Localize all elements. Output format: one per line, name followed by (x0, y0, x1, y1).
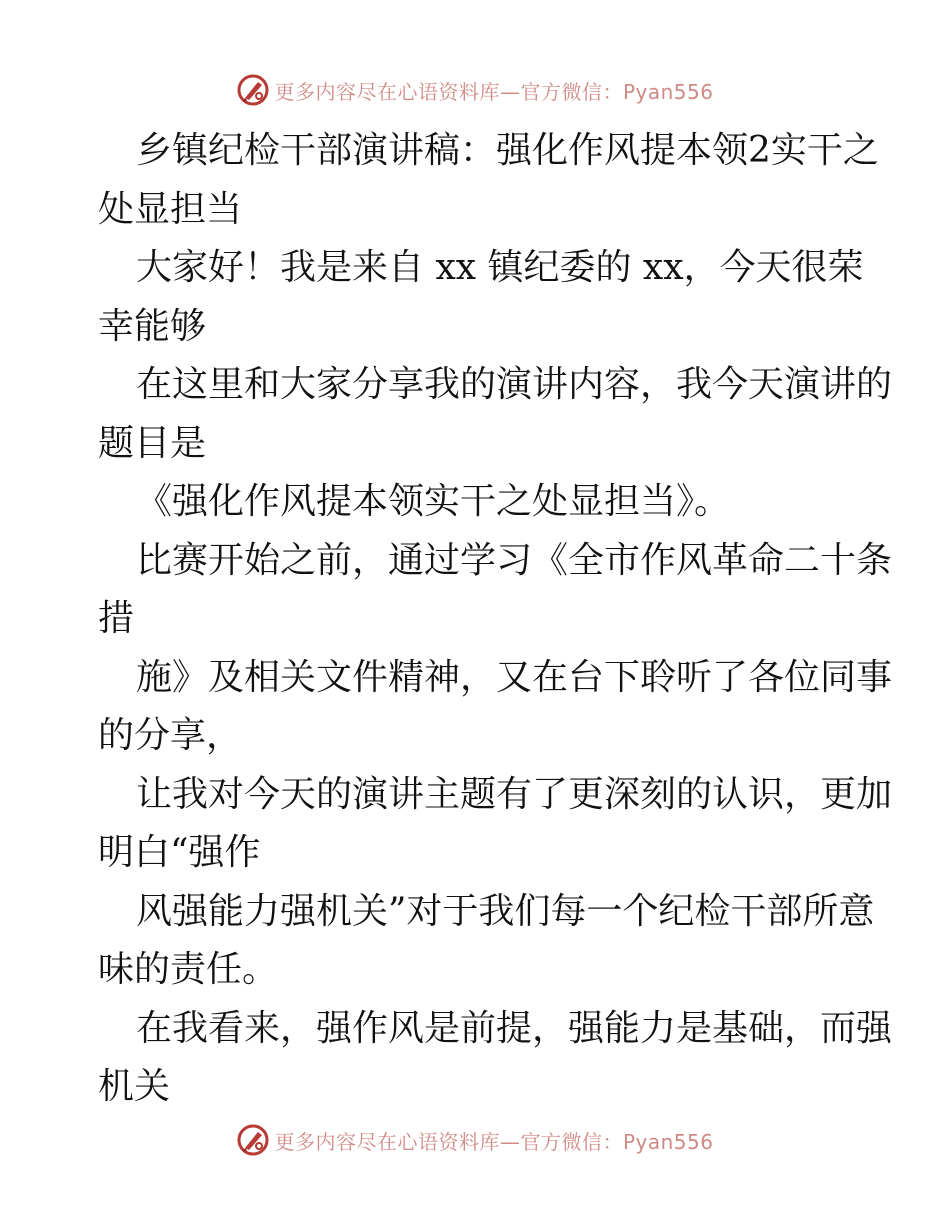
text-line: 让我对今天的演讲主题有了更深刻的认识，更加 (136, 773, 893, 815)
watermark-text: 更多内容尽在心语资料库—官方微信：Pyan556 (274, 79, 714, 104)
footer-watermark (0, 1120, 950, 1160)
text-line: 比赛开始之前，通过学习《全市作风革命二十条 (136, 539, 893, 581)
text-line: 施》及相关文件精神，又在台下聆听了各位同事 (136, 656, 893, 698)
text-line: 题目是 (98, 422, 207, 464)
document-body (98, 122, 893, 1117)
text-line: 机关 (98, 1066, 171, 1107)
pen-logo-icon (236, 73, 270, 107)
text-line: 明白“强作 (98, 832, 261, 873)
header-watermark (0, 70, 950, 110)
watermark-text: 更多内容尽在心语资料库—官方微信：Pyan556 (274, 1129, 714, 1154)
text-line: 味的责任。 (98, 949, 279, 990)
text-line: 乡镇纪检干部演讲稿：强化作风提本领2实干之 (136, 130, 879, 171)
text-line: 幸能够 (98, 305, 207, 347)
text-line: 大家好！我是来自 xx 镇纪委的 xx，今天很荣 (136, 247, 864, 288)
text-line: 《强化作风提本领实干之处显担当》。 (136, 481, 731, 522)
pen-logo-icon (236, 1123, 270, 1157)
text-line: 在我看来，强作风是前提，强能力是基础，而强 (136, 1007, 893, 1049)
text-line: 处显担当 (98, 188, 243, 230)
text-line: 的分享， (98, 715, 243, 756)
text-line: 措 (98, 598, 135, 639)
text-line: 风强能力强机关”对于我们每一个纪检干部所意 (136, 890, 875, 932)
text-line: 在这里和大家分享我的演讲内容，我今天演讲的 (136, 364, 893, 405)
